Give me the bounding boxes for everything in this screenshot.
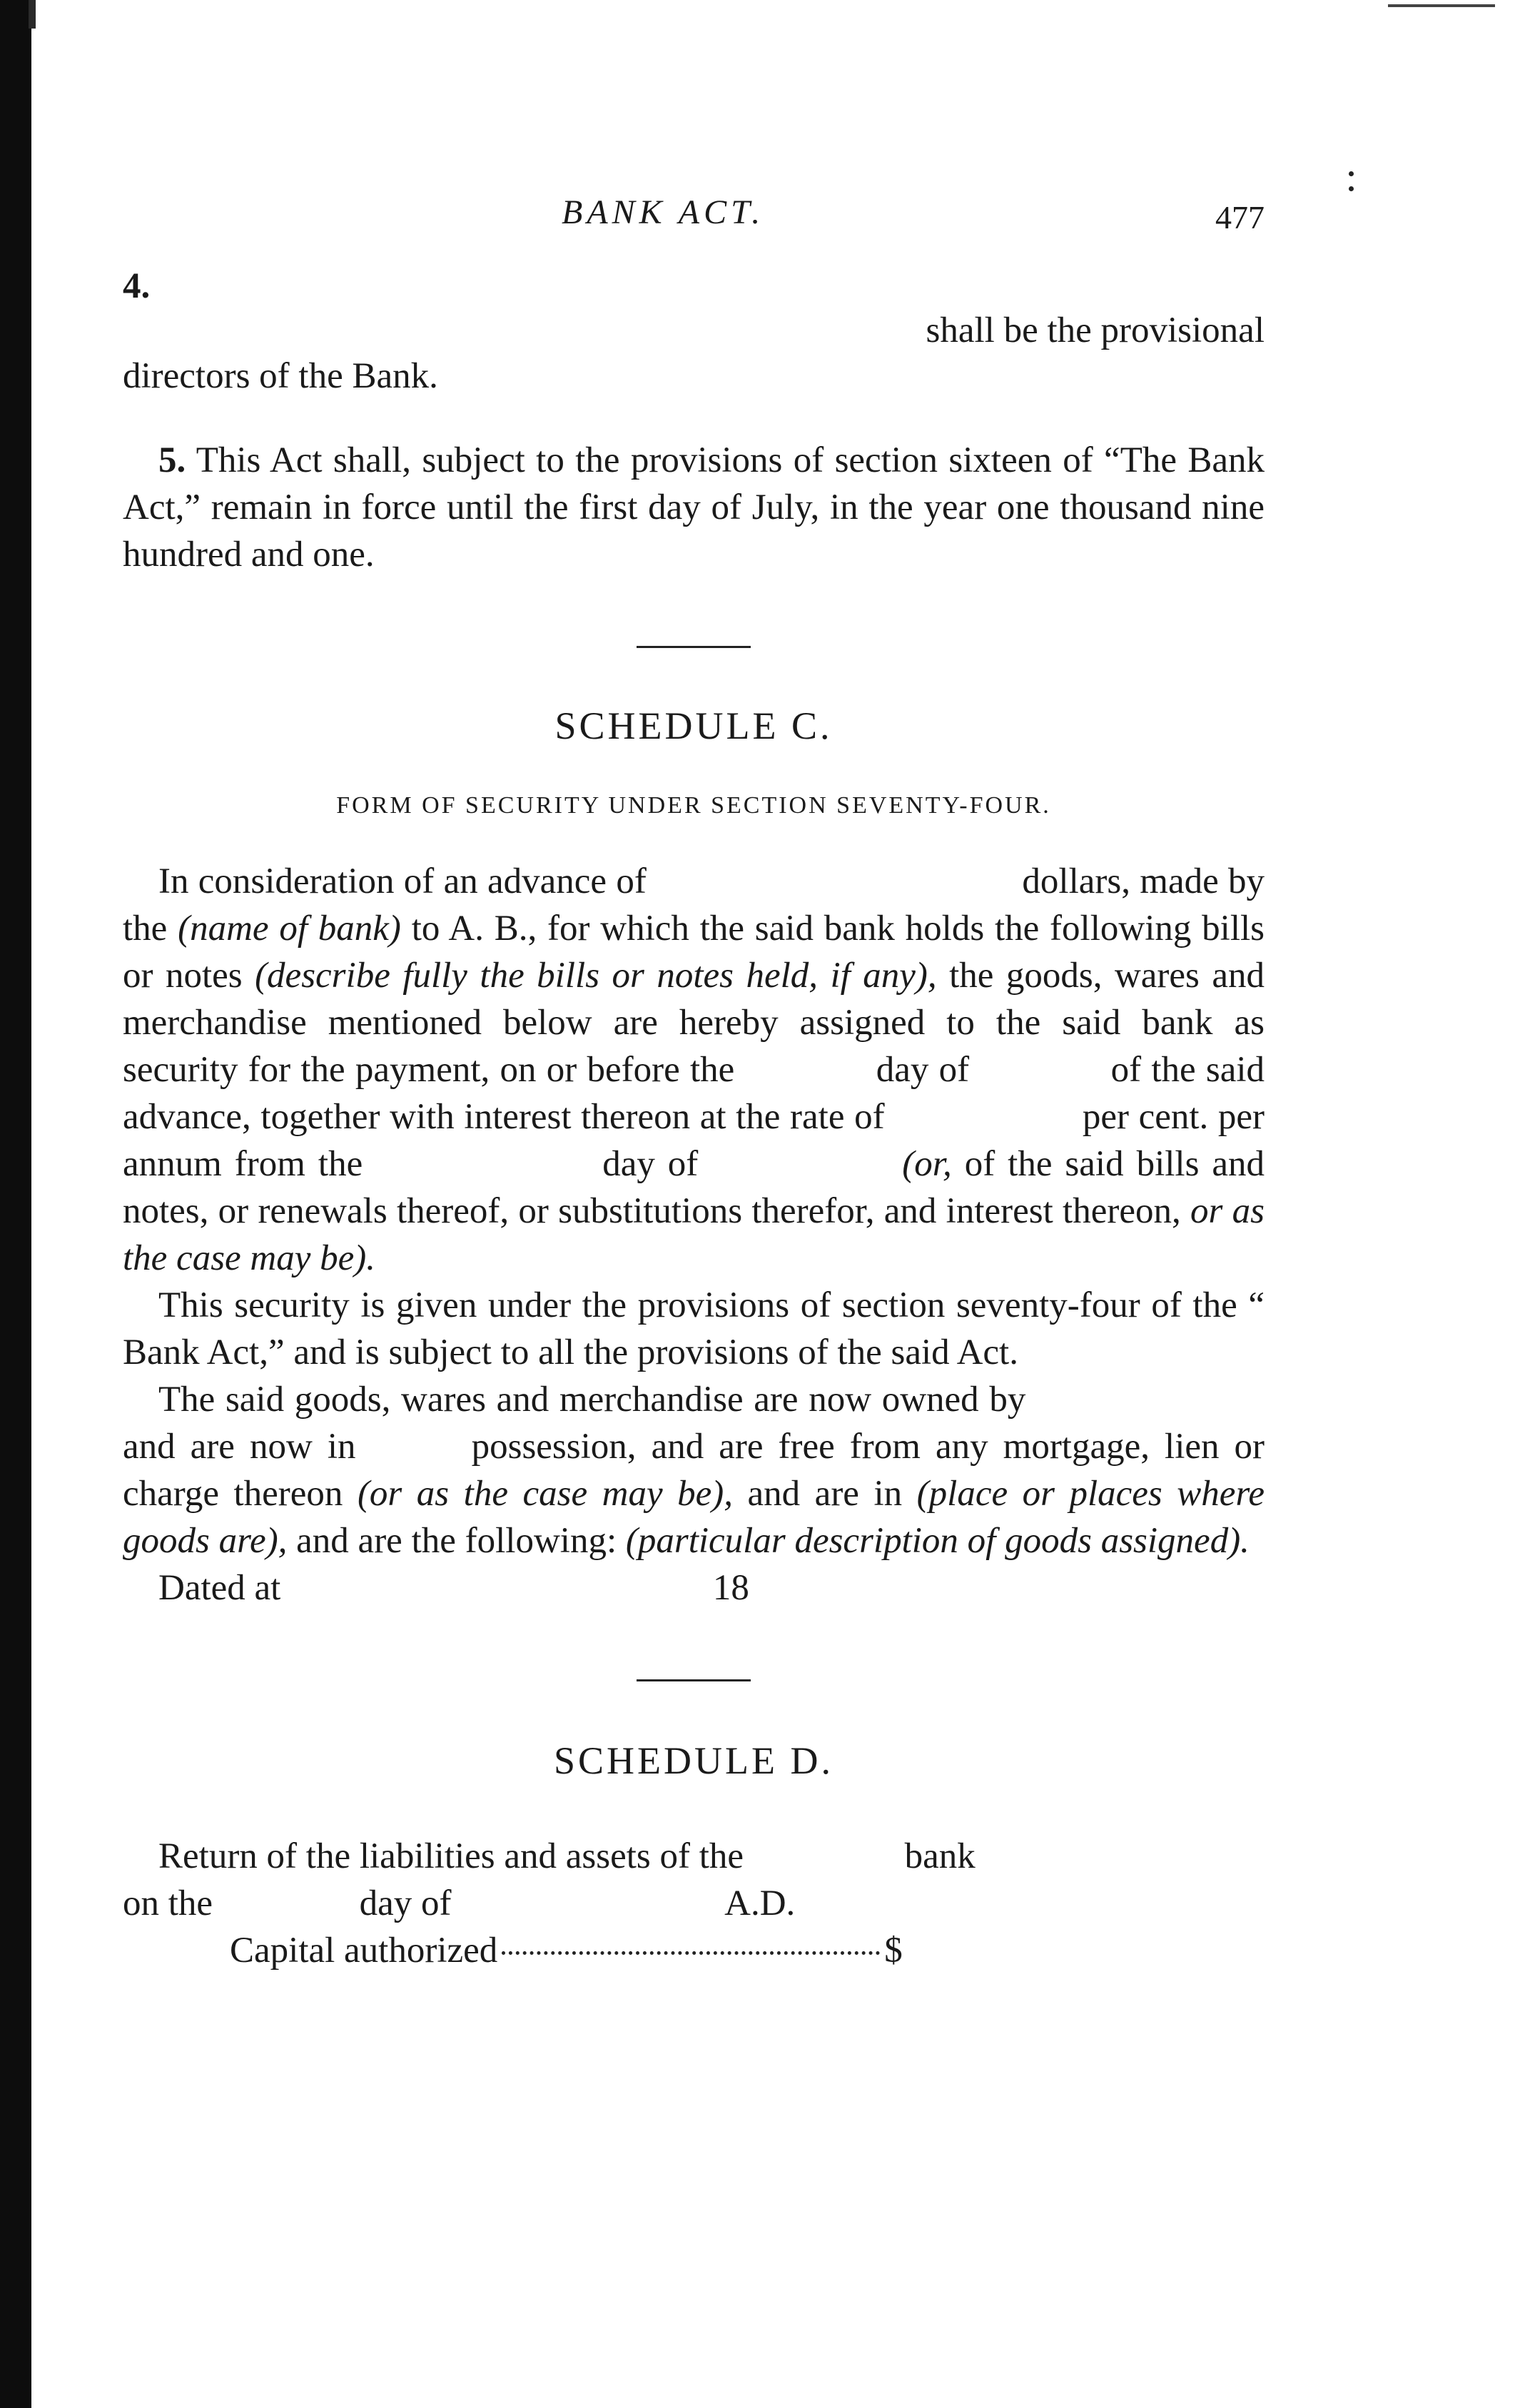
schedule-d-body [123, 1833, 1265, 1974]
schedule-d-line-1 [123, 1833, 1265, 1880]
p3-text-c: possession, and are free from any mortgage, lien or charge thereon [123, 1427, 1265, 1514]
schedule-d-line-3 [123, 1927, 1265, 1974]
p1-text-e: to A. B., for which the said bank holds the following bills or notes [123, 909, 1265, 996]
p3-italic-as-case-may-be: (or as the case may be), [357, 1474, 733, 1514]
p1-text-b: dollars, [1022, 861, 1130, 901]
return-on-the: on the [123, 1883, 213, 1923]
section-5-number: 5. [158, 440, 186, 480]
running-title: BANK ACT. [562, 193, 765, 231]
section-5 [123, 437, 1265, 578]
schedule-d-line-2 [123, 1880, 1265, 1927]
schedule-c-body [123, 858, 1265, 1612]
p3-text-b: and are now in [123, 1427, 356, 1467]
p1-text-h: day of [876, 1050, 970, 1090]
section-4-line2: directors of the Bank. [123, 356, 438, 396]
p1-text-c: made by the [123, 861, 1265, 948]
top-corner-rule [1388, 4, 1495, 7]
p1-italic-name-of-bank: (name of bank) [178, 909, 401, 948]
p1-italic-describe-bills: (describe fully the bills or notes held, if any), [255, 956, 937, 996]
return-ad: A.D. [724, 1883, 796, 1923]
p1-text-m: of the said bills and notes, or renewals thereof, or substitutions therefor, and interest thereon, [123, 1144, 1265, 1231]
p1-text-a: In consideration of an advance of [158, 861, 647, 901]
page-number: 477 [1215, 199, 1265, 236]
page-binding-edge [0, 0, 31, 2408]
p1-italic-as-case-may-be: or as the case may be). [123, 1191, 1265, 1278]
p3-italic-place: (place or places where goods are), [123, 1474, 1265, 1561]
section-5-text: This Act shall, subject to the provisions of section sixteen of “The Bank Act,” remain in force until the first day of July, in the year one thousand nine hundred and one. [123, 440, 1265, 575]
section-4-line1: shall be the provisional [926, 310, 1265, 350]
p1-text-i: of the said advance, together with interest thereon at the rate of [123, 1050, 1265, 1137]
return-text: Return of the liabilities and assets of the [158, 1836, 744, 1876]
binding-notch [29, 0, 36, 29]
schedule-c-heading: SCHEDULE C. [554, 704, 833, 747]
p1-text-k: day of [602, 1144, 699, 1184]
page-content [123, 193, 1265, 1974]
p1-text-g: the goods, wares and merchandise mentioned below are hereby assigned to the said bank as security for the payment, on or before the [123, 956, 1265, 1090]
p3-text-e: and are in [747, 1474, 903, 1514]
dated-label: Dated at [158, 1568, 281, 1608]
schedule-c-subheading: FORM OF SECURITY UNDER SECTION SEVENTY-FOUR. [336, 792, 1051, 819]
running-head [123, 193, 1265, 250]
section-divider-2 [637, 1679, 751, 1681]
return-day-of: day of [359, 1883, 452, 1923]
dated-year: 18 [712, 1568, 749, 1608]
section-divider-1 [637, 646, 751, 648]
p1-italic-or: (or, [902, 1144, 952, 1184]
currency-symbol: $ [884, 1931, 903, 1971]
section-4 [123, 265, 1265, 408]
schedule-c-paragraph-3 [123, 1376, 1265, 1564]
margin-marks [1349, 171, 1354, 200]
capital-authorized-label: Capital authorized [230, 1931, 498, 1971]
p3-italic-particular-description: (particular description of goods assigned). [625, 1521, 1250, 1561]
return-bank: bank [904, 1836, 976, 1876]
p3-text-g: and are the following: [296, 1521, 617, 1561]
dot-leader [502, 1951, 880, 1955]
p1-text-j: per cent. per annum from the [123, 1097, 1265, 1184]
section-4-number: 4. [123, 266, 151, 306]
schedule-c-paragraph-2: This security is given under the provisions of section seventy-four of the “ Bank Act,” and is subject to all the provisions of the said Act. [123, 1285, 1265, 1372]
schedule-d-heading: SCHEDULE D. [554, 1739, 833, 1782]
schedule-c-paragraph-1 [123, 858, 1265, 1282]
p3-text-a: The said goods, wares and merchandise are now owned by [158, 1380, 1026, 1420]
dated-line [123, 1564, 1265, 1612]
